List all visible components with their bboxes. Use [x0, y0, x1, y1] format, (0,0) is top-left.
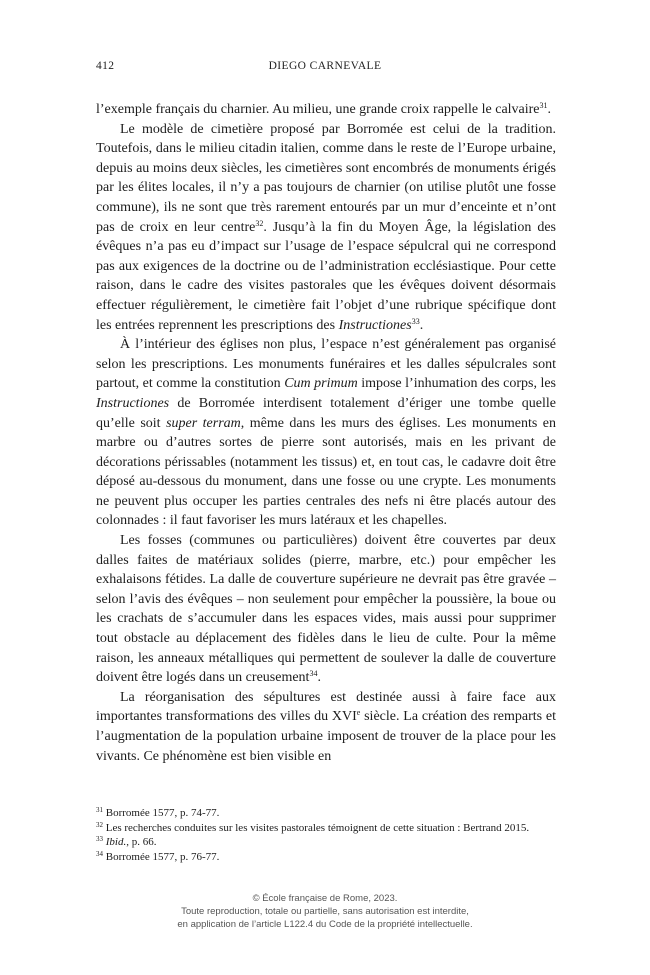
paragraph-3: À l’intérieur des églises non plus, l’espace n’est généralement pas organisé selon les prescriptions. Les monuments funéraires et les dalles sépulcrales sont partout, et comme la constitution Cum primum impose l’inhumation des corps, les Instructiones de Borromée interdisent totalement d’ériger une tombe quelle qu’elle soit super terram, même dans les murs des églises. Les monuments en marbre ou d’autres sortes de pierre sont autorisés, mais en les privant de décorations périssables (notamment les tissus) et, en tout cas, le cadavre doit être déposé au-dessous du monument, dans une fosse ou une crypte. Les monuments ne peuvent plus occuper les parties centrales des nefs ni être placés autour des colonnades : il faut favoriser les murs latéraux et les chapelles.: [96, 337, 557, 529]
page-number: 412: [96, 60, 115, 72]
rights-line-1: Toute reproduction, totale ou partielle, sans autorisation est interdite,: [181, 906, 469, 917]
paragraph-2: Le modèle de cimetière proposé par Borromée est celui de la tradition. Toutefois, dans le milieu citadin italien, comme dans le reste de l’Europe urbaine, depuis au moins deux siècles, les cimetières sont encombrés de monuments érigés par les élites locales, il n’y a pas toujours de charnier (on utilise plutôt une fosse commune), ils ne sont que très rarement entourés par un mur d’enceinte et n’ont pas de croix en leur centre$^{32}$. Jusqu’à la fin du Moyen Âge, la législation des évêques n’a pas eu d’impact sur l’usage de l’espace sépulcral qui ne correspond pas aux exigences de la doctrine ou de l’administration ecclésiastique. Pour cette raison, dans le cadre des visites pastorales que les évêques doivent désormais effectuer régulièrement, le cimetière fait l’objet d’une rubrique spécifique dont les entrées reprennent les prescriptions des Instructiones$^{33}$.: [96, 121, 556, 333]
footnote-31: $^{31}$ Borromée 1577, p. 74-77.: [96, 806, 220, 819]
running-head: DIEGO CARNEVALE: [268, 60, 382, 72]
footnote-ref-34[interactable]: 34: [309, 669, 318, 679]
footnote-34: $^{34}$ Borromée 1577, p. 76-77.: [96, 849, 220, 863]
footnote-ref-33[interactable]: 33: [411, 316, 420, 326]
copyright-line: © École française de Rome, 2023.: [252, 893, 398, 904]
footnote-33: $^{33}$ Ibid., p. 66.: [96, 835, 157, 848]
footnote-32: $^{32}$ Les recherches conduites sur les visites pastorales témoignent de cette situation : Bertrand 2015.: [96, 820, 530, 834]
rights-line-2: en application de l’article L122.4 du Code de la propriété intellectuelle.: [177, 919, 473, 930]
paragraph-4: Les fosses (communes ou particulières) doivent être couvertes par deux dalles faites de matériaux solides (pierre, marbre, etc.) pour empêcher les exhalaisons fétides. La dalle de couverture supérieure ne devrait pas être gravée – selon l’avis des évêques – non seulement pour empêcher la poussière, la boue ou les crachats de s’accumuler dans les espaces vides, mais aussi pour supprimer tout obstacle au déplacement des fidèles dans le lieu de culte. Pour la même raison, les anneaux métalliques qui permettent de soulever la dalle de couverture doivent être logés dans un creusement$^{34}$.: [96, 533, 556, 686]
footnote-ref-31[interactable]: 31: [539, 101, 548, 110]
paragraph-5: La réorganisation des sépultures est destinée aussi à faire face aux importantes transformations des villes du XVIe siècle. La création des remparts et l’augmentation de la population urbaine imposent de trouver de la place pour les vivants. Ce phénomène est bien visible en: [96, 689, 556, 764]
footnotes: [96, 806, 556, 864]
copyright-footer: [0, 892, 650, 931]
footnote-ref-32[interactable]: 32: [255, 218, 264, 228]
body-text: [96, 100, 556, 766]
paragraph-1: l’exemple français du charnier. Au milieu, une grande croix rappelle le calvaire$^{31}$.: [96, 101, 552, 117]
